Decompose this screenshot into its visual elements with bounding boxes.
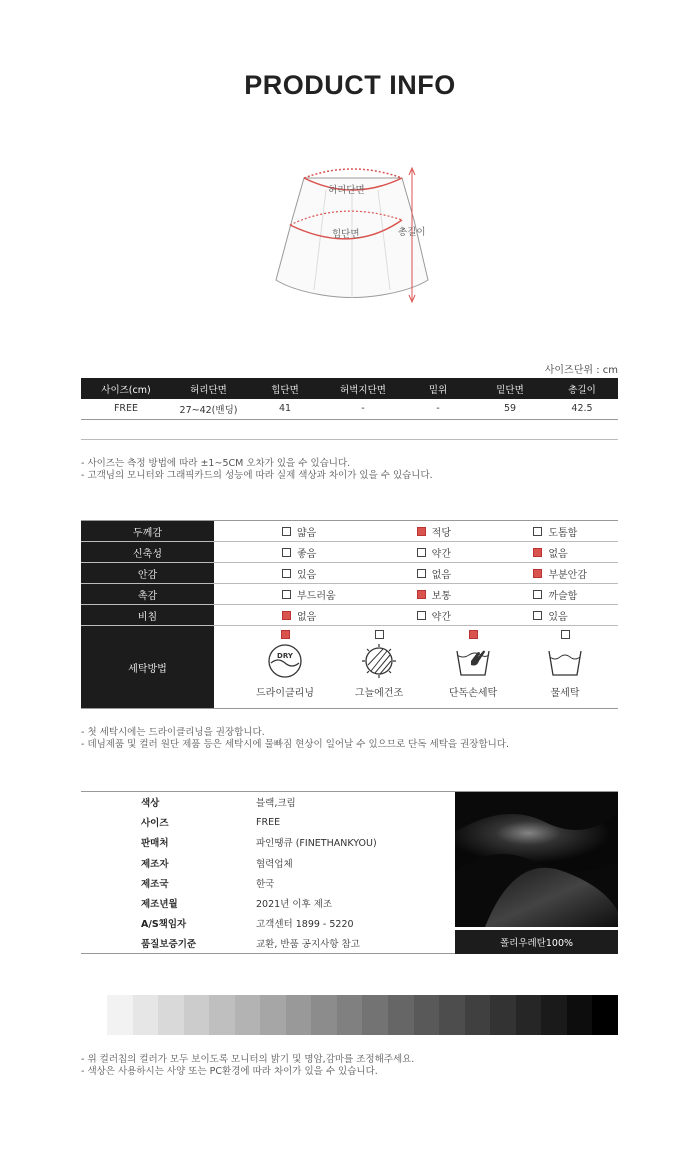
wash-notes — [81, 727, 509, 751]
gray-chip — [439, 995, 465, 1035]
wash-item-hand-wash — [428, 630, 518, 699]
waist-label: 허리단면 — [328, 185, 365, 196]
feature-option — [214, 605, 367, 625]
table-cell: FREE — [81, 399, 171, 419]
washing-label: 세탁방법 — [81, 626, 214, 708]
info-row — [81, 812, 451, 832]
col-header: 총길이 — [546, 378, 618, 399]
product-info-block — [81, 791, 618, 954]
info-key: 판매처 — [141, 838, 169, 850]
col-header: 힙단면 — [246, 378, 324, 399]
feature-row — [81, 605, 618, 626]
wash-label: 그늘에건조 — [354, 688, 404, 699]
option-label: 약간 — [431, 611, 451, 623]
checkbox — [281, 630, 290, 639]
option-label: 보통 — [431, 590, 451, 602]
table-cell: - — [324, 399, 402, 419]
feature-row — [81, 542, 618, 563]
feature-option — [501, 584, 618, 604]
checkbox — [533, 611, 542, 620]
feature-option — [501, 521, 618, 541]
checkbox — [533, 590, 542, 599]
fabric-swatch-image — [455, 792, 618, 927]
info-key: 품질보증기준 — [141, 939, 197, 951]
hip-label: 힙단면 — [332, 229, 360, 240]
shade-dry-icon — [359, 643, 399, 679]
table-row — [81, 399, 618, 419]
feature-option — [501, 605, 618, 625]
option-label: 있음 — [297, 569, 317, 581]
gray-chip — [388, 995, 414, 1035]
gray-chip — [107, 995, 133, 1035]
gray-chip — [209, 995, 235, 1035]
info-value: 블랙,크림 — [256, 798, 296, 810]
info-key: 사이즈 — [141, 818, 169, 830]
feature-option — [214, 584, 367, 604]
option-label: 약간 — [431, 548, 451, 560]
option-label: 부분안감 — [548, 569, 587, 581]
checkbox — [282, 527, 291, 536]
gray-chip — [414, 995, 440, 1035]
info-key: A/S책임자 — [141, 919, 187, 931]
gray-chip — [184, 995, 210, 1035]
info-row — [81, 913, 451, 933]
col-header: 밑단면 — [474, 378, 546, 399]
svg-text:DRY: DRY — [277, 652, 293, 660]
checkbox — [282, 590, 291, 599]
note-line: - 위 컬러칩의 컬러가 모두 보이도록 모니터의 밝기 및 명암,감마를 조정해주세요. — [81, 1054, 415, 1065]
checkbox — [561, 630, 570, 639]
wash-label: 단독손세탁 — [448, 688, 498, 699]
feature-label: 비침 — [81, 605, 214, 625]
grayscale-color-chip — [107, 995, 618, 1035]
checkbox — [282, 548, 291, 557]
col-header: 허리단면 — [171, 378, 246, 399]
checkbox — [417, 590, 426, 599]
wash-item-water-wash — [520, 630, 610, 699]
wash-label: 드라이클리닝 — [256, 688, 314, 699]
table-cell: 41 — [246, 399, 324, 419]
table-cell: - — [402, 399, 474, 419]
checkbox — [282, 569, 291, 578]
feature-option — [501, 542, 618, 562]
gray-chip — [260, 995, 286, 1035]
checkbox — [533, 548, 542, 557]
feature-option — [214, 563, 367, 583]
checkbox — [533, 569, 542, 578]
feature-option — [214, 542, 367, 562]
col-header: 사이즈(cm) — [81, 378, 171, 399]
info-row — [81, 933, 451, 953]
gray-chip — [286, 995, 312, 1035]
option-label: 얇음 — [297, 527, 317, 539]
gray-chip — [592, 995, 618, 1035]
hand-wash-icon — [453, 643, 493, 679]
gray-chip — [465, 995, 491, 1035]
feature-option — [367, 584, 502, 604]
feature-option — [367, 605, 502, 625]
checkbox — [417, 569, 426, 578]
option-label: 까슬함 — [548, 590, 578, 602]
checkbox — [533, 527, 542, 536]
option-label: 없음 — [548, 548, 568, 560]
note-line: - 첫 세탁시에는 드라이클리닝을 권장합니다. — [81, 727, 265, 738]
size-table-header — [81, 378, 618, 399]
size-notes — [81, 458, 433, 482]
length-label: 총길이 — [398, 227, 426, 238]
gray-chip — [133, 995, 159, 1035]
info-value: 한국 — [256, 878, 275, 890]
info-row — [81, 873, 451, 893]
gray-chip — [158, 995, 184, 1035]
gray-chip — [516, 995, 542, 1035]
gray-chip — [541, 995, 567, 1035]
checkbox — [469, 630, 478, 639]
info-key: 제조년월 — [141, 899, 178, 911]
dry-clean-icon — [265, 643, 305, 679]
feature-option — [214, 521, 367, 541]
feature-label: 신축성 — [81, 542, 214, 562]
info-value: 파인땡큐 (FINETHANKYOU) — [256, 838, 377, 850]
feature-option — [367, 542, 502, 562]
note-line: - 데님제품 및 컬러 원단 제품 등은 세탁시에 물빠짐 현상이 일어날 수 있으므로 단독 세탁을 권장합니다. — [81, 739, 510, 750]
gray-chip — [490, 995, 516, 1035]
table-cell: 42.5 — [546, 399, 618, 419]
info-value: 고객센터 1899 - 5220 — [256, 919, 354, 931]
feature-label: 두께감 — [81, 521, 214, 541]
info-value: 교환, 반품 공지사항 참고 — [256, 939, 360, 951]
feature-option — [367, 521, 502, 541]
table-cell: 59 — [474, 399, 546, 419]
wash-label: 물세탁 — [550, 688, 580, 699]
option-label: 없음 — [297, 611, 317, 623]
color-notes — [81, 1054, 414, 1078]
features-table — [81, 520, 618, 709]
size-unit-label: 사이즈단위 : cm — [544, 365, 618, 376]
col-header: 허벅지단면 — [324, 378, 402, 399]
size-table — [81, 378, 618, 420]
option-label: 도톰함 — [548, 527, 578, 539]
feature-option — [367, 563, 502, 583]
page-title: PRODUCT INFO — [244, 70, 456, 100]
feature-row — [81, 563, 618, 584]
checkbox — [417, 611, 426, 620]
option-label: 없음 — [431, 569, 451, 581]
feature-row — [81, 584, 618, 605]
wash-item-dry-clean — [240, 630, 330, 699]
info-key: 색상 — [141, 798, 160, 810]
wash-item-shade-dry — [334, 630, 424, 699]
info-row — [81, 893, 451, 913]
option-label: 있음 — [548, 611, 568, 623]
info-row — [81, 832, 451, 852]
checkbox — [375, 630, 384, 639]
gray-chip — [337, 995, 363, 1035]
option-label: 적당 — [431, 527, 451, 539]
col-header: 밑위 — [402, 378, 474, 399]
note-line: - 고객님의 모니터와 그래픽카드의 성능에 따라 실제 색상과 차이가 있을 수 있습니다. — [81, 470, 433, 481]
info-value: 2021년 이후 제조 — [256, 899, 333, 911]
water-wash-icon — [545, 643, 585, 679]
feature-label: 안감 — [81, 563, 214, 583]
checkbox — [417, 527, 426, 536]
checkbox — [282, 611, 291, 620]
option-label: 부드러움 — [297, 590, 336, 602]
feature-row — [81, 521, 618, 542]
divider — [81, 439, 618, 440]
info-value: 협력업체 — [256, 858, 293, 870]
checkbox — [417, 548, 426, 557]
info-value: FREE — [256, 816, 281, 828]
washing-row — [81, 626, 618, 709]
option-label: 좋음 — [297, 548, 317, 560]
gray-chip — [235, 995, 261, 1035]
note-line: - 사이즈는 측정 방법에 따라 ±1~5CM 오차가 있을 수 있습니다. — [81, 458, 351, 469]
note-line: - 색상은 사용하시는 사양 또는 PC환경에 따라 차이가 있을 수 있습니다. — [81, 1066, 378, 1077]
gray-chip — [567, 995, 593, 1035]
fabric-composition-label: 폴리우레탄100% — [455, 930, 618, 954]
info-row — [81, 792, 451, 812]
gray-chip — [311, 995, 337, 1035]
feature-label: 촉감 — [81, 584, 214, 604]
gray-chip — [362, 995, 388, 1035]
skirt-diagram — [262, 160, 442, 310]
info-key: 제조국 — [141, 878, 169, 890]
info-key: 제조자 — [141, 858, 169, 870]
info-row — [81, 853, 451, 873]
feature-option — [501, 563, 618, 583]
table-cell: 27~42(밴딩) — [171, 399, 246, 419]
